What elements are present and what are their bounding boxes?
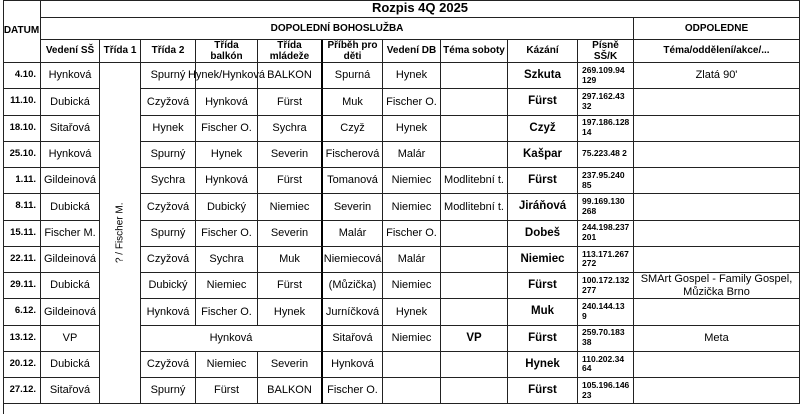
sermon-cell: [508, 142, 578, 168]
service-leader-cell: [383, 326, 441, 352]
service-leader-cell: [383, 168, 441, 194]
column-header: [634, 40, 800, 63]
kids-story-cell: [323, 194, 383, 220]
sermon-cell: [508, 299, 578, 325]
service-leader-cell: [383, 63, 441, 89]
kids-story-cell-text: Fischer O.: [327, 384, 378, 397]
songs-cell: [578, 352, 634, 378]
class2-cell: [141, 352, 196, 378]
sabbath-theme-cell-text: VP: [466, 331, 482, 344]
balcony-class-cell-text: Sychra: [209, 253, 244, 266]
afternoon-cell: [634, 63, 800, 89]
youth-class-cell-text: Niemiec: [269, 200, 310, 213]
merged-classes-cell-text: Hynková: [209, 331, 253, 344]
balcony-class-cell: [196, 168, 258, 194]
afternoon-header-text: ODPOLEDNE: [684, 22, 749, 34]
datum-header-text: DATUM: [3, 25, 40, 37]
sermon-cell: [508, 194, 578, 220]
sermon-cell-text: Jiráňová: [518, 200, 567, 213]
balcony-class-cell: [196, 142, 258, 168]
leader-cell-text: Fischer M.: [44, 226, 96, 239]
class2-cell-text: Spurný: [150, 226, 186, 239]
songs-cell-text: 75.223.48 2: [582, 148, 627, 159]
sabbath-theme-cell: [441, 63, 508, 89]
leader-cell-text: VP: [62, 331, 78, 344]
date-cell-text: 22.11.: [10, 252, 36, 264]
class2-cell: [141, 247, 196, 273]
column-header-text: Třída mládeže: [269, 39, 310, 62]
afternoon-cell-text: Meta: [704, 331, 729, 344]
songs-cell: [578, 273, 634, 299]
column-header-text: Téma soboty: [443, 45, 505, 57]
balcony-class-cell: [196, 273, 258, 299]
kids-story-cell-text: Jurníčková: [325, 305, 380, 318]
songs-cell-text: 197.186.128 14: [582, 117, 630, 138]
sermon-cell: [508, 168, 578, 194]
balcony-class-cell: [196, 221, 258, 247]
service-leader-cell: [383, 352, 441, 378]
kids-story-cell: [323, 299, 383, 325]
class2-cell-text: Spurný: [150, 69, 186, 82]
column-header: [258, 40, 323, 63]
datum-header: [3, 0, 41, 63]
leader-cell-text: Sitařová: [49, 384, 91, 397]
leader-cell: [41, 299, 100, 325]
kids-story-cell-text: Czyž: [340, 121, 365, 134]
youth-class-cell-text: Fürst: [276, 174, 303, 187]
kids-story-cell-text: Sitařová: [332, 331, 373, 344]
youth-class-cell: [258, 221, 323, 247]
class2-cell: [141, 194, 196, 220]
songs-cell: [578, 63, 634, 89]
service-leader-cell-text: Fischer O.: [386, 226, 437, 239]
kids-story-cell: [323, 168, 383, 194]
youth-class-cell: [258, 247, 323, 273]
class2-cell-text: Sychra: [150, 174, 186, 187]
sermon-cell-text: Szkuta: [523, 69, 562, 82]
sermon-cell-text: Fürst: [528, 174, 557, 187]
sabbath-theme-cell: [441, 352, 508, 378]
date-cell-text: 18.10.: [9, 121, 36, 133]
leader-cell: [41, 63, 100, 89]
service-leader-cell-text: Malár: [397, 253, 426, 266]
sermon-cell-text: Fürst: [528, 331, 557, 344]
sabbath-theme-cell: [441, 299, 508, 325]
songs-cell-text: 269.109.94 129: [582, 64, 625, 85]
balcony-class-cell-text: Niemiec: [206, 279, 247, 292]
afternoon-cell: [634, 142, 800, 168]
balcony-class-cell: [196, 89, 258, 115]
afternoon-cell: [634, 221, 800, 247]
sermon-cell-text: Hynek: [525, 357, 560, 370]
balcony-class-cell-text: Hynek: [210, 148, 243, 161]
afternoon-cell: [634, 273, 800, 299]
youth-class-cell-text: BALKON: [267, 384, 312, 397]
youth-class-cell: [258, 89, 323, 115]
balcony-class-cell-text: Hynková: [205, 95, 248, 108]
youth-class-cell-text: Hynek: [273, 305, 306, 318]
afternoon-cell: [634, 89, 800, 115]
table-title: [41, 0, 800, 18]
afternoon-cell: [634, 378, 800, 404]
sermon-cell: [508, 326, 578, 352]
date-cell-text: 11.10.: [10, 95, 36, 107]
date-cell-text: 25.10.: [9, 147, 36, 159]
leader-cell: [41, 273, 100, 299]
afternoon-cell: [634, 326, 800, 352]
date-cell: [3, 273, 41, 299]
songs-cell-text: 240.144.13 9: [582, 301, 625, 321]
date-cell: [3, 221, 41, 247]
sermon-cell: [508, 116, 578, 142]
songs-cell-text: 99.169.130 268: [582, 196, 625, 216]
column-header-text: Třída balkón: [210, 39, 243, 62]
balcony-class-cell: [196, 194, 258, 220]
class2-cell: [141, 221, 196, 247]
songs-cell-text: 110.202.34 64: [582, 353, 625, 374]
kids-story-cell: [323, 63, 383, 89]
afternoon-cell: [634, 299, 800, 325]
leader-cell: [41, 247, 100, 273]
balcony-class-cell-text: Hynková: [205, 174, 248, 187]
balcony-class-cell-text: Niemiec: [206, 358, 247, 371]
kids-story-cell: [323, 221, 383, 247]
sabbath-theme-cell-text: Modlitební t.: [444, 200, 504, 213]
balcony-class-cell-text: Fischer O.: [201, 305, 252, 318]
date-cell: [3, 194, 41, 220]
sabbath-theme-cell: [441, 194, 508, 220]
songs-cell-text: 105.196.146 23: [582, 379, 630, 400]
leader-cell: [41, 194, 100, 220]
service-leader-cell-text: Hynek: [395, 69, 428, 82]
sabbath-theme-cell: [441, 89, 508, 115]
youth-class-cell-text: Fürst: [276, 279, 303, 292]
service-leader-cell-text: Fischer O.: [386, 95, 437, 108]
sabbath-theme-cell: [441, 378, 508, 404]
balcony-class-cell: [196, 352, 258, 378]
sabbath-theme-cell: [441, 326, 508, 352]
kids-story-cell-text: Malár: [338, 226, 367, 239]
class2-cell: [141, 299, 196, 325]
sabbath-theme-cell-text: Modlitební t.: [444, 174, 504, 187]
youth-class-cell: [258, 273, 323, 299]
leader-cell-text: Gildeinová: [44, 253, 96, 266]
songs-cell: [578, 299, 634, 325]
leader-cell-text: Gildeinová: [44, 174, 96, 187]
date-cell-text: 13.12.: [9, 331, 36, 343]
youth-class-cell-text: Severin: [270, 358, 309, 371]
column-header: [383, 40, 441, 63]
date-cell: [3, 63, 41, 89]
afternoon-cell: [634, 194, 800, 220]
leader-cell-text: Dubická: [50, 358, 90, 371]
column-header-text: Třída 2: [151, 45, 185, 57]
date-cell: [3, 247, 41, 273]
morning-service-header-text: DOPOLEDNÍ BOHOSLUŽBA: [270, 22, 404, 34]
kids-story-cell-text: Niemiecová: [323, 253, 382, 266]
afternoon-cell-text: SMArt Gospel - Family Gospel, Můzička Brno: [640, 272, 793, 298]
class2-cell-text: Spurný: [150, 384, 186, 397]
sermon-cell-text: Dobeš: [524, 226, 561, 239]
kids-story-cell-text: Tomanová: [327, 174, 378, 187]
balcony-class-cell: [196, 116, 258, 142]
afternoon-header: [634, 18, 800, 40]
sabbath-theme-cell: [441, 116, 508, 142]
service-leader-cell: [383, 194, 441, 220]
date-cell: [3, 168, 41, 194]
class2-cell-text: Czyžová: [146, 200, 190, 213]
column-header-text: Vedení DB: [386, 45, 437, 57]
songs-cell: [578, 378, 634, 404]
songs-cell-text: 297.162.43 32: [582, 91, 625, 111]
date-cell-text: 20.12.: [9, 357, 36, 369]
songs-cell-text: 237.95.240 85: [582, 169, 625, 190]
balcony-class-cell: [196, 378, 258, 404]
column-header: [323, 40, 383, 63]
leader-cell: [41, 116, 100, 142]
morning-service-header: [41, 18, 634, 40]
youth-class-cell-text: Fürst: [276, 95, 303, 108]
leader-cell-text: Gildeinová: [44, 305, 96, 318]
kids-story-cell: [323, 247, 383, 273]
date-cell: [3, 116, 41, 142]
songs-cell-text: 113.171.267 272: [582, 248, 629, 269]
songs-cell: [578, 221, 634, 247]
kids-story-cell: [323, 142, 383, 168]
balcony-class-cell: [196, 299, 258, 325]
class2-cell: [141, 142, 196, 168]
service-leader-cell-text: Malár: [397, 148, 426, 161]
column-header: [41, 40, 100, 63]
youth-class-cell-text: Severin: [270, 226, 309, 239]
balcony-class-cell-text: Hynek/Hynková: [187, 69, 266, 82]
youth-class-cell: [258, 299, 323, 325]
kids-story-cell: [323, 273, 383, 299]
trida1-merged-cell: [100, 63, 141, 404]
sermon-cell-text: Muk: [531, 305, 554, 318]
service-leader-cell-text: Niemiec: [391, 331, 432, 344]
youth-class-cell-text: BALKON: [267, 69, 312, 82]
class2-cell: [141, 89, 196, 115]
kids-story-cell-text: Fischerová: [325, 148, 380, 161]
class2-cell-text: Hynková: [146, 305, 190, 318]
sermon-cell: [508, 89, 578, 115]
service-leader-cell-text: Hynek: [395, 305, 428, 318]
class2-cell-text: Dubický: [148, 279, 188, 292]
service-leader-cell: [383, 89, 441, 115]
kids-story-cell: [323, 326, 383, 352]
youth-class-cell: [258, 116, 323, 142]
service-leader-cell: [383, 299, 441, 325]
date-cell: [3, 326, 41, 352]
songs-cell: [578, 116, 634, 142]
column-header: [196, 40, 258, 63]
service-leader-cell: [383, 247, 441, 273]
class2-cell-text: Spurný: [150, 148, 186, 161]
afternoon-cell-text: Zlatá 90': [695, 69, 738, 82]
balcony-class-cell-text: Dubický: [206, 200, 247, 213]
youth-class-cell: [258, 352, 323, 378]
youth-class-cell: [258, 168, 323, 194]
class2-cell-text: Czyžová: [146, 358, 190, 371]
column-header-text: Kázání: [526, 45, 559, 57]
balcony-class-cell: [187, 63, 266, 89]
date-cell-text: 27.12.: [9, 384, 36, 396]
songs-cell: [578, 247, 634, 273]
class2-cell: [141, 273, 196, 299]
date-cell: [3, 352, 41, 378]
service-leader-cell: [383, 273, 441, 299]
sermon-cell: [508, 63, 578, 89]
class2-cell: [141, 378, 196, 404]
column-header: [578, 40, 634, 63]
leader-cell-text: Dubická: [50, 279, 90, 292]
column-header: [508, 40, 578, 63]
kids-story-cell: [323, 352, 383, 378]
songs-cell-text: 244.198.237 201: [582, 222, 630, 243]
leader-cell: [41, 168, 100, 194]
youth-class-cell: [258, 378, 323, 404]
youth-class-cell-text: Sychra: [272, 121, 307, 134]
balcony-class-cell-text: Fischer O.: [201, 121, 252, 134]
kids-story-cell-text: Muk: [342, 95, 363, 108]
afternoon-cell: [634, 116, 800, 142]
sermon-cell-text: Fürst: [528, 95, 557, 108]
sermon-cell: [508, 378, 578, 404]
class2-cell-text: Hynek: [152, 121, 184, 134]
leader-cell: [41, 89, 100, 115]
merged-classes-cell: [141, 326, 323, 352]
sermon-cell-text: Fürst: [528, 384, 557, 397]
leader-cell-text: Hynková: [48, 69, 92, 82]
youth-class-cell: [258, 63, 323, 89]
service-leader-cell-text: Niemiec: [391, 279, 432, 292]
sermon-cell-text: Kašpar: [523, 147, 562, 160]
service-leader-cell-text: Niemiec: [391, 200, 432, 213]
service-leader-cell: [383, 378, 441, 404]
service-leader-cell: [383, 221, 441, 247]
afternoon-cell: [634, 352, 800, 378]
class2-cell-text: Czyžová: [146, 253, 190, 266]
balcony-class-cell-text: Fürst: [213, 384, 240, 397]
date-cell: [3, 89, 41, 115]
songs-cell: [578, 194, 634, 220]
sermon-cell-text: Fürst: [528, 279, 557, 292]
date-cell-text: 4.10.: [14, 69, 36, 81]
column-header-text: Příběh pro děti: [327, 39, 378, 62]
sabbath-theme-cell: [441, 168, 508, 194]
column-header: [141, 40, 196, 63]
date-cell: [3, 142, 41, 168]
sermon-cell: [508, 221, 578, 247]
date-cell-text: 8.11.: [15, 200, 36, 212]
youth-class-cell: [258, 194, 323, 220]
sermon-cell: [508, 247, 578, 273]
column-header: [100, 40, 141, 63]
table-title-text: Rozpis 4Q 2025: [371, 0, 469, 16]
date-cell: [3, 299, 41, 325]
songs-cell: [578, 168, 634, 194]
songs-cell-text: 259.70.183 38: [582, 327, 625, 348]
service-leader-cell: [383, 142, 441, 168]
songs-cell: [578, 142, 634, 168]
afternoon-cell: [634, 168, 800, 194]
column-header-text: Třída 1: [103, 45, 137, 57]
leader-cell-text: Hynková: [48, 148, 92, 161]
leader-cell: [41, 352, 100, 378]
service-leader-cell-text: Hynek: [395, 121, 428, 134]
leader-cell: [41, 221, 100, 247]
kids-story-cell: [323, 378, 383, 404]
date-cell-text: 6.12.: [14, 305, 36, 317]
leader-cell-text: Sitařová: [49, 121, 91, 134]
sermon-cell: [508, 352, 578, 378]
sermon-cell: [508, 273, 578, 299]
youth-class-cell-text: Severin: [270, 148, 309, 161]
youth-class-cell-text: Muk: [279, 253, 300, 266]
sabbath-theme-cell: [441, 247, 508, 273]
sermon-cell-text: Niemiec: [520, 252, 565, 265]
sabbath-theme-cell: [441, 273, 508, 299]
date-cell-text: 29.11.: [10, 279, 36, 291]
kids-story-cell-text: (Můzička): [328, 279, 377, 292]
songs-cell: [578, 326, 634, 352]
service-leader-cell: [383, 116, 441, 142]
youth-class-cell: [258, 142, 323, 168]
leader-cell: [41, 142, 100, 168]
column-header: [441, 40, 508, 63]
leader-cell: [41, 378, 100, 404]
balcony-class-cell-text: Fischer O.: [201, 226, 252, 239]
kids-story-cell-text: Severin: [333, 200, 372, 213]
sabbath-theme-cell: [441, 142, 508, 168]
trida1-merged-text: ? / Fischer M.: [114, 202, 126, 264]
kids-story-cell-text: Hynková: [331, 358, 374, 371]
column-header-text: Vedení SŠ: [45, 45, 95, 57]
date-cell-text: 1.11.: [15, 174, 36, 186]
kids-story-cell-text: Spurná: [334, 69, 371, 82]
sermon-cell-text: Czyž: [529, 121, 556, 134]
column-header-text: Téma/oddělení/akce/...: [663, 45, 770, 57]
class2-cell: [141, 116, 196, 142]
kids-story-cell: [323, 89, 383, 115]
leader-cell: [41, 326, 100, 352]
songs-cell: [578, 89, 634, 115]
balcony-class-cell: [196, 247, 258, 273]
date-cell-text: 15.11.: [10, 226, 36, 238]
songs-cell-text: 100.172.132 277: [582, 274, 630, 295]
afternoon-cell: [634, 247, 800, 273]
class2-cell-text: Czyžová: [146, 95, 190, 108]
leader-cell-text: Dubická: [50, 200, 90, 213]
column-header-text: Písně SŠ/K: [592, 39, 619, 62]
date-cell: [3, 378, 41, 404]
kids-story-cell: [323, 116, 383, 142]
class2-cell: [141, 168, 196, 194]
leader-cell-text: Dubická: [50, 95, 90, 108]
sabbath-theme-cell: [441, 221, 508, 247]
service-leader-cell-text: Niemiec: [391, 174, 432, 187]
